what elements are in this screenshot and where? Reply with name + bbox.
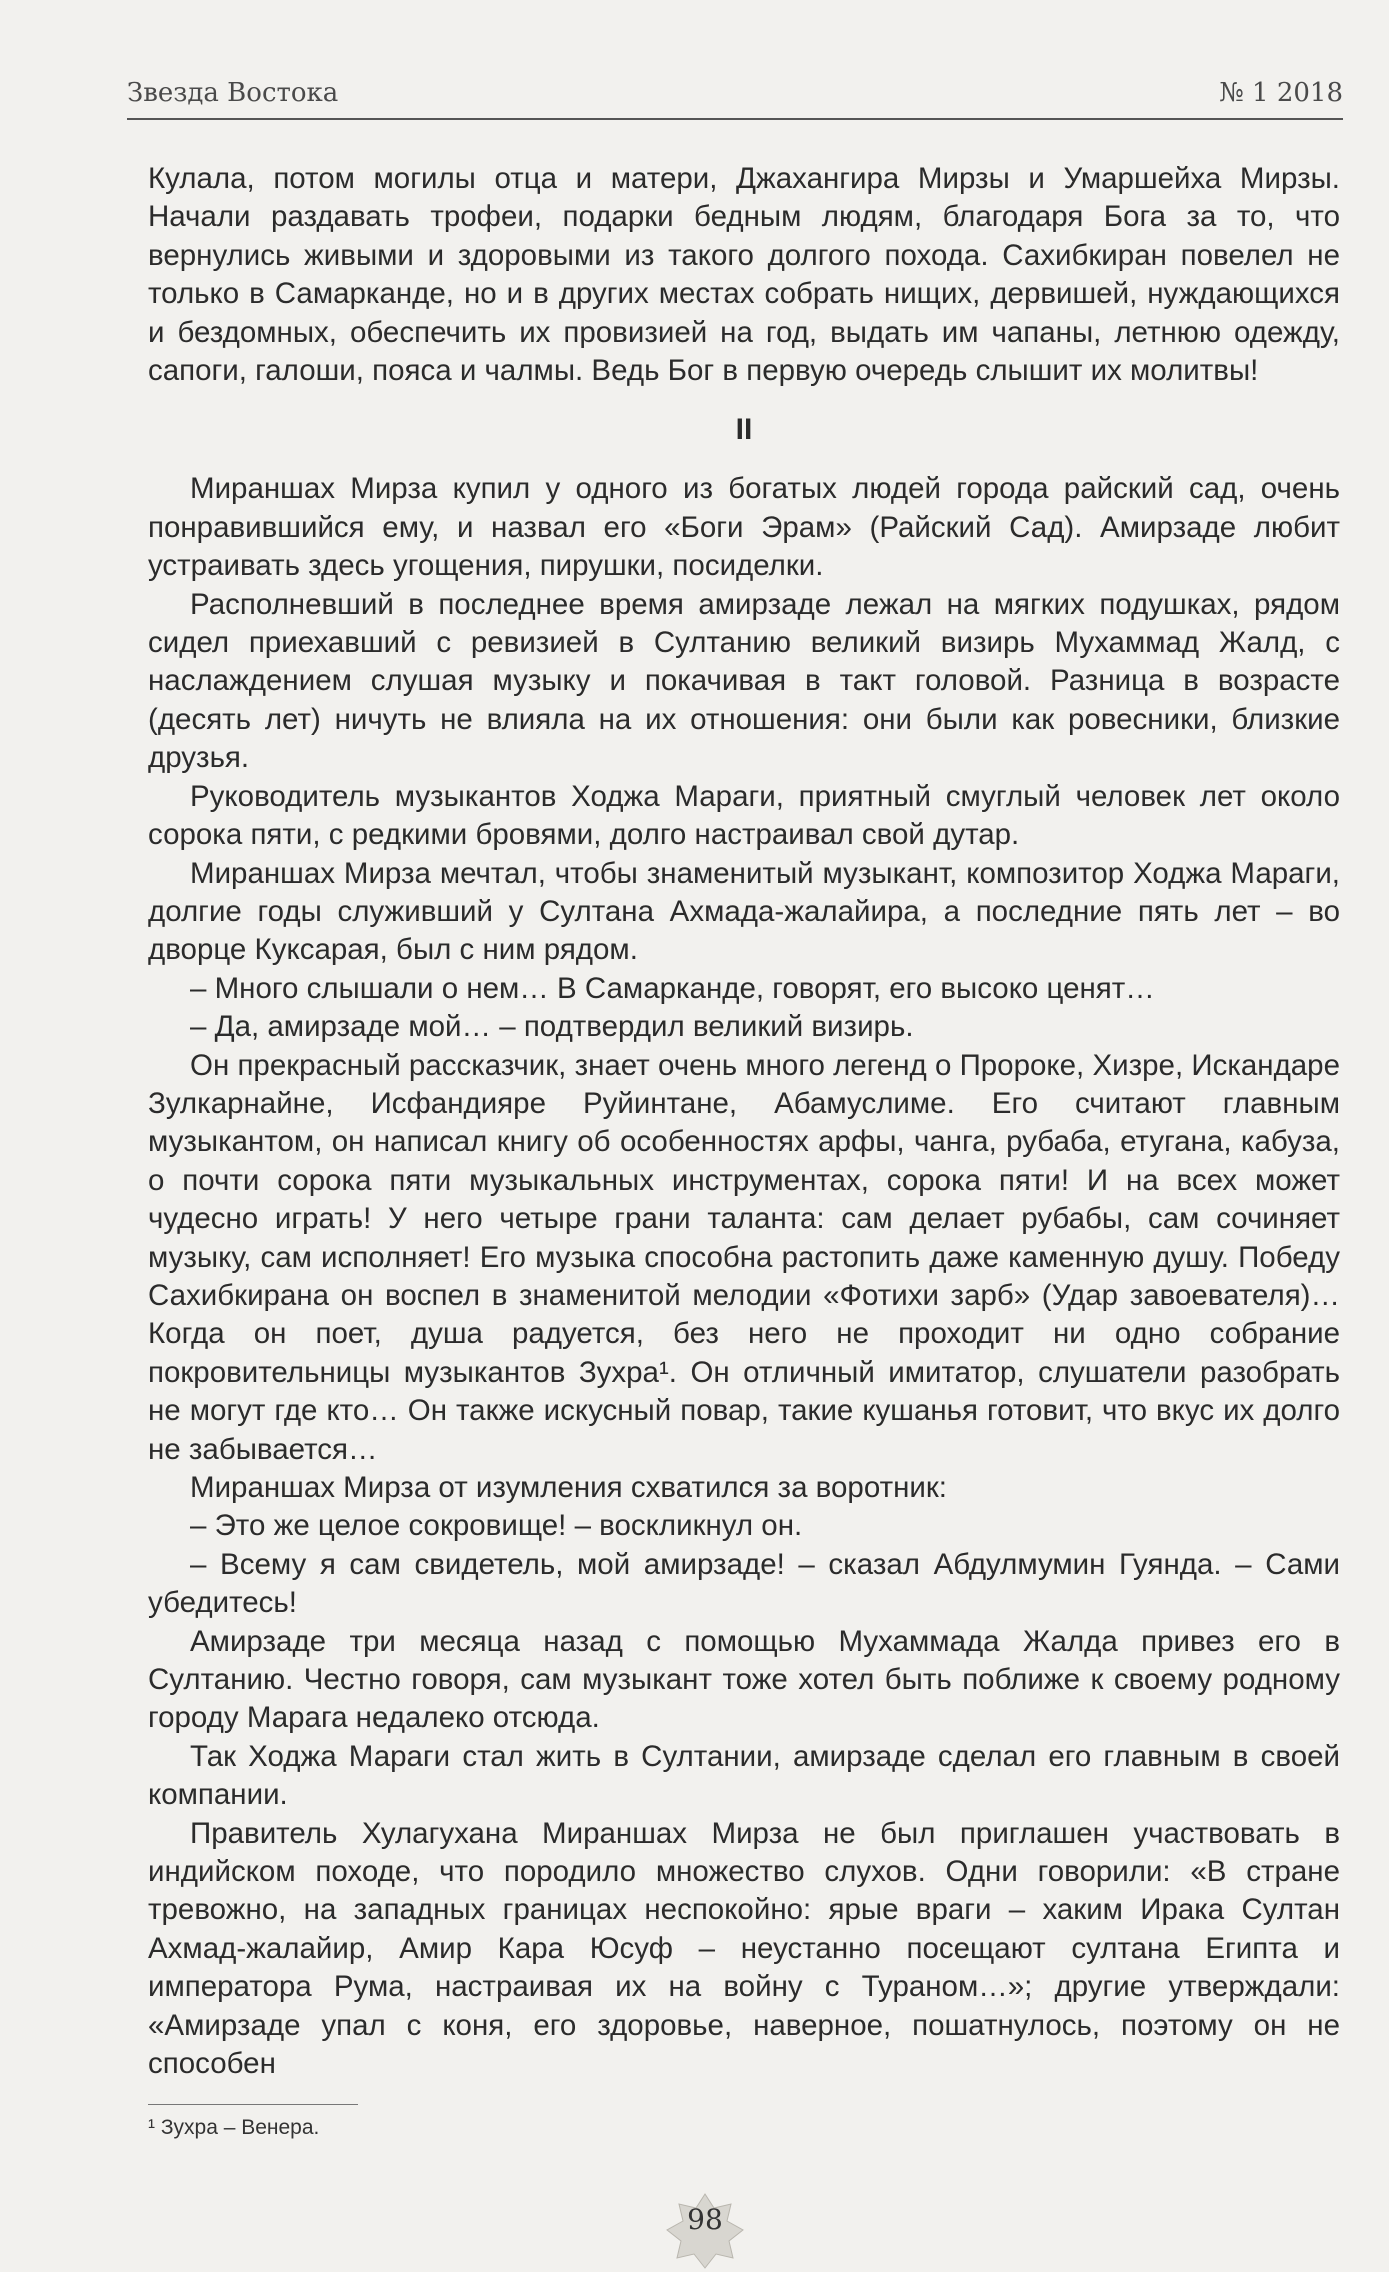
- paragraph: Правитель Хулагухана Мираншах Мирза не был приглашен участвовать в индийском походе, что породило множество слухов. Одни говорили: «В стране тревожно, на западных границах неспокойно: ярые враги – хаким Ирака Султан Ахмад-жалайир, Амир Кара Юсуф – неустанно посещают султана Египта и императора Рума, настраивая их на войну с Тураном…»; другие утверждали: «Амирзаде упал с коня, его здоровье, наверное, пошатнулось, поэтому он не способен: [148, 1816, 1340, 2081]
- paragraph: Руководитель музыкантов Ходжа Мараги, приятный смуглый человек лет около сорока пяти, с редкими бровями, долго настраивал свой дутар.: [148, 779, 1340, 852]
- section-heading: II: [735, 413, 753, 447]
- footnote: ¹ Зухра – Венера.: [148, 2116, 320, 2139]
- header-rule: [127, 118, 1343, 120]
- footnote-rule: [148, 2104, 358, 2105]
- paragraph: Амирзаде три месяца назад с помощью Мухаммада Жалда привез его в Султанию. Честно говоря, сам музыкант тоже хотел быть поближе к своему родному городу Марага недалеко отсюда.: [148, 1624, 1340, 1735]
- paragraph: Так Ходжа Мараги стал жить в Султании, амирзаде сделал его главным в своей компании.: [148, 1739, 1340, 1812]
- paragraph: Он прекрасный рассказчик, знает очень много легенд о Пророке, Хизре, Искандаре Зулкарнайне, Исфандияре Руйинтане, Абамуслиме. Его считают главным музыкантом, он написал книгу об особенностях арфы, чанга, рубаба, етугана, кабуза, о почти сорока пяти музыкальных инструментах, сорока пяти! И на всех может чудесно играть! У него четыре грани таланта: сам делает рубабы, сам сочиняет музыку, сам исполняет! Его музыка способна растопить даже каменную душу. Победу Сахибкирана он воспел в знаменитой мелодии «Фотихи зарб» (Удар завоевателя)… Когда он поет, душа радуется, без него не проходит ни одно собрание покровительницы музыкантов Зухра¹. Он отличный имитатор, слушатели разобрать не могут где кто… Он также искусный повар, такие кушанья готовит, что вкус их долго не забывается…: [148, 1048, 1340, 1466]
- page-number: 98: [687, 2202, 723, 2236]
- journal-title: Звезда Востока: [127, 78, 339, 108]
- paragraph: – Да, амирзаде мой… – подтвердил великий визирь.: [190, 1010, 914, 1044]
- paragraph: – Всему я сам свидетель, мой амирзаде! – сказал Абдулмумин Гуянда. – Сами убедитесь!: [148, 1547, 1340, 1620]
- page-number-badge: [665, 2192, 745, 2246]
- paragraph: Мираншах Мирза от изумления схватился за воротник:: [190, 1471, 947, 1504]
- paragraph: Располневший в последнее время амирзаде лежал на мягких подушках, рядом сидел приехавший с ревизией в Султанию великий визирь Мухаммад Жалд, с наслаждением слушая музыку и покачивая в такт головой. Разница в возрасте (десять лет) ничуть не влияла на их отношения: они были как ровесники, близкие друзья.: [148, 587, 1340, 775]
- paragraph: Кулала, потом могилы отца и матери, Джахангира Мирзы и Умаршейха Мирзы. Начали раздавать трофеи, подарки бедным людям, благодаря Бога за то, что вернулись живыми и здоровыми из такого долгого похода. Сахибкиран повелел не только в Самарканде, но и в других местах собрать нищих, дервишей, нуждающихся и бездомных, обеспечить их провизией на год, выдать им чапаны, летнюю одежду, сапоги, галоши, пояса и чалмы. Ведь Бог в первую очередь слышит их молитвы!: [148, 162, 1340, 388]
- paragraph: – Много слышали о нем… В Самарканде, говорят, его высоко ценят…: [190, 971, 1155, 1005]
- body-text: [148, 160, 1340, 2084]
- running-header: [127, 78, 1343, 108]
- issue-number: № 1 2018: [1219, 78, 1343, 108]
- paragraph: Мираншах Мирза мечтал, чтобы знаменитый музыкант, композитор Ходжа Мараги, долгие годы служивший у Султана Ахмада-жалайира, а последние пять лет – во дворце Куксарая, был с ним рядом.: [148, 856, 1340, 967]
- paragraph: – Это же целое сокровище! – воскликнул он.: [190, 1509, 803, 1543]
- paragraph: Мираншах Мирза купил у одного из богатых людей города райский сад, очень понравившийся ему, и назвал его «Боги Эрам» (Райский Сад). Амирзаде любит устраивать здесь угощения, пирушки, посиделки.: [148, 472, 1340, 583]
